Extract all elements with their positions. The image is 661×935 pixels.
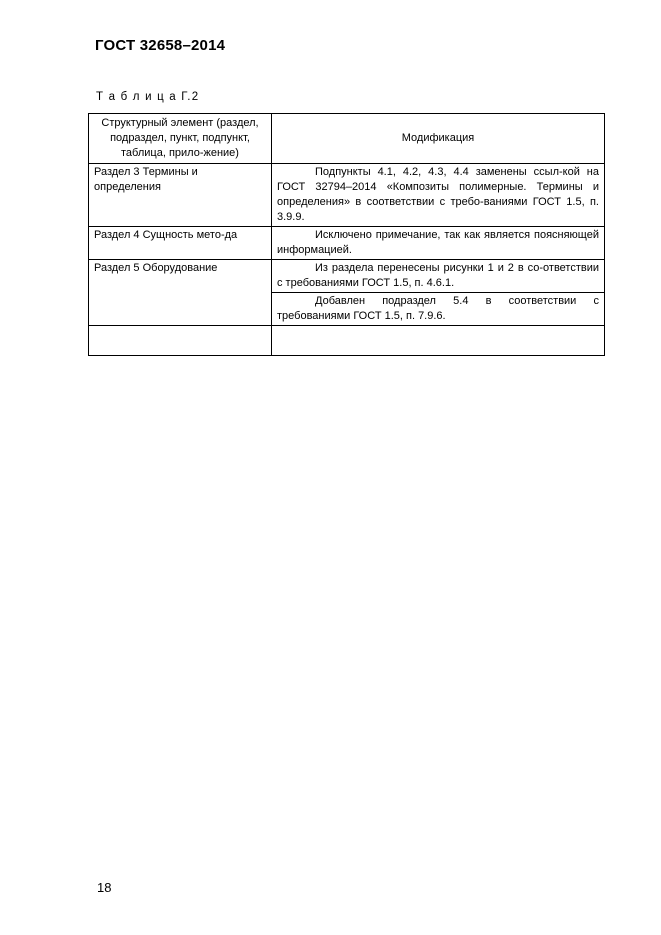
column-header-modification: Модификация: [272, 114, 605, 164]
table-caption: Т а б л и ц а Г.2: [96, 91, 200, 103]
modification-table: [88, 113, 605, 356]
table-row: [89, 260, 605, 293]
page-number: 18: [97, 880, 112, 895]
modification-cell: Добавлен подраздел 5.4 в соответствии с требованиями ГОСТ 1.5, п. 7.9.6.: [272, 293, 605, 326]
table-header-row: [89, 114, 605, 164]
modification-cell: Из раздела перенесены рисунки 1 и 2 в со-ответствии с требованиями ГОСТ 1.5, п. 4.6.1.: [272, 260, 605, 293]
document-header: ГОСТ 32658–2014: [95, 37, 226, 54]
table-row: [89, 227, 605, 260]
column-header-structural-element: Структурный элемент (раздел, подраздел, пункт, подпункт, таблица, прило-жение): [89, 114, 272, 164]
section-cell: Раздел 3 Термины и определения: [89, 164, 272, 227]
empty-table-row: [89, 326, 605, 356]
section-cell: Раздел 5 Оборудование: [89, 260, 272, 326]
table-row: [89, 164, 605, 227]
empty-cell: [272, 326, 605, 356]
empty-cell: [89, 326, 272, 356]
modification-cell: Подпункты 4.1, 4.2, 4.3, 4.4 заменены ссыл-кой на ГОСТ 32794–2014 «Композиты полимерные. Термины и определения» в соответствии с требо-ваниями ГОСТ 1.5, п. 3.9.9.: [272, 164, 605, 227]
section-cell: Раздел 4 Сущность мето-да: [89, 227, 272, 260]
modification-cell: Исключено примечание, так как является поясняющей информацией.: [272, 227, 605, 260]
